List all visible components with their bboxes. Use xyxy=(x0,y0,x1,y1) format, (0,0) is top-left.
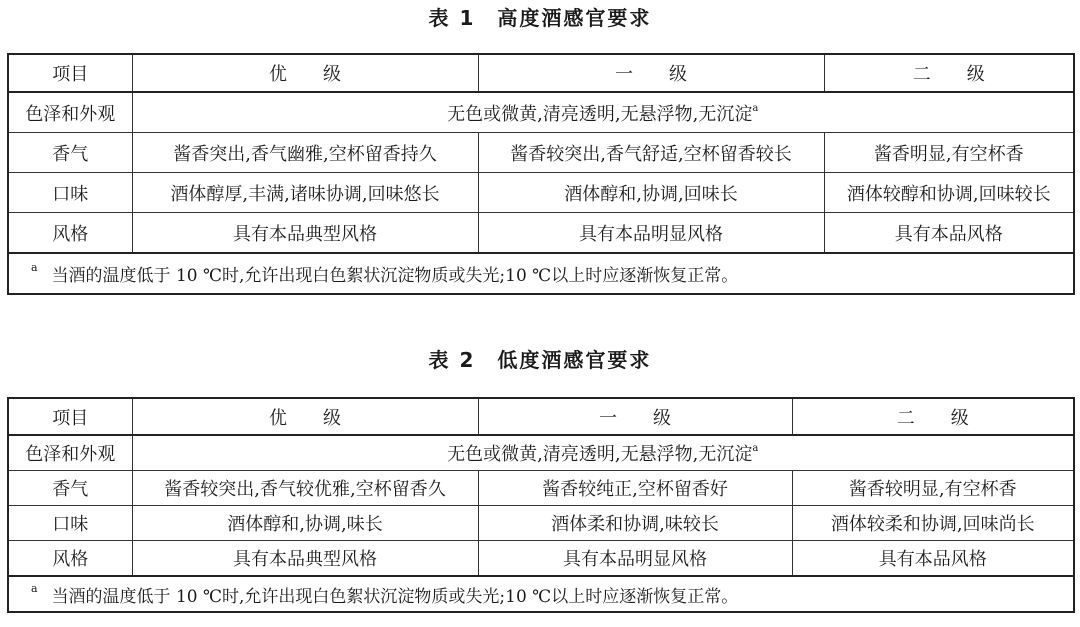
table-footnote-row xyxy=(8,253,1074,294)
value-cell: 酒体醇厚,丰满,诸味协调,回味悠长 xyxy=(132,173,478,213)
value-cell: 具有本品风格 xyxy=(792,541,1074,577)
table-row xyxy=(8,541,1074,577)
merged-cell xyxy=(132,92,1074,133)
value-cell: 具有本品明显风格 xyxy=(478,213,824,254)
merged-text: 无色或微黄,清亮透明,无悬浮物,无沉淀 xyxy=(447,103,753,125)
value-cell: 酱香突出,香气幽雅,空杯留香持久 xyxy=(132,133,478,173)
value-cell: 酒体较柔和协调,回味尚长 xyxy=(792,506,1074,541)
table-row xyxy=(8,213,1074,254)
header-grade-first: 一 级 xyxy=(478,398,792,435)
value-cell: 酒体醇和,协调,回味长 xyxy=(478,173,824,213)
item-cell: 色泽和外观 xyxy=(8,92,132,133)
table-row-header xyxy=(8,54,1074,92)
value-cell: 具有本品典型风格 xyxy=(132,213,478,254)
header-item: 项目 xyxy=(8,398,132,435)
header-item: 项目 xyxy=(8,54,132,92)
item-cell: 口味 xyxy=(8,506,132,541)
table-2-low-proof-sensory xyxy=(7,397,1075,613)
value-cell: 酱香较明显,有空杯香 xyxy=(792,471,1074,506)
table-footnote-row xyxy=(8,576,1074,612)
value-cell: 具有本品风格 xyxy=(824,213,1074,254)
merged-cell xyxy=(132,435,1074,471)
table-row xyxy=(8,173,1074,213)
item-cell: 香气 xyxy=(8,471,132,506)
header-grade-first: 一 级 xyxy=(478,54,824,92)
value-cell: 酒体柔和协调,味较长 xyxy=(478,506,792,541)
merged-text: 无色或微黄,清亮透明,无悬浮物,无沉淀 xyxy=(447,444,753,465)
table-row-header xyxy=(8,398,1074,435)
table-1-high-proof-sensory xyxy=(7,53,1075,295)
footnote-mark: a xyxy=(31,581,38,595)
value-cell: 酒体醇和,协调,味长 xyxy=(132,506,478,541)
value-cell: 酱香较突出,香气舒适,空杯留香较长 xyxy=(478,133,824,173)
value-cell: 酒体较醇和协调,回味较长 xyxy=(824,173,1074,213)
footnote-ref: a xyxy=(752,102,759,114)
table-row xyxy=(8,133,1074,173)
footnote-mark: a xyxy=(31,261,38,274)
table-row xyxy=(8,92,1074,133)
table-row xyxy=(8,471,1074,506)
table-row xyxy=(8,506,1074,541)
table-row xyxy=(8,435,1074,471)
value-cell: 酱香较突出,香气较优雅,空杯留香久 xyxy=(132,471,478,506)
header-grade-superior: 优 级 xyxy=(132,54,478,92)
item-cell: 口味 xyxy=(8,173,132,213)
header-grade-second: 二 级 xyxy=(792,398,1074,435)
header-grade-second: 二 级 xyxy=(824,54,1074,92)
value-cell: 具有本品典型风格 xyxy=(132,541,478,577)
item-cell: 风格 xyxy=(8,541,132,577)
table-2-caption: 表 2 低度酒感官要求 xyxy=(428,348,652,372)
item-cell: 色泽和外观 xyxy=(8,435,132,471)
value-cell: 具有本品明显风格 xyxy=(478,541,792,577)
footnote-cell xyxy=(8,576,1074,612)
item-cell: 香气 xyxy=(8,133,132,173)
footnote-text: 当酒的温度低于 10 ℃时,允许出现白色絮状沉淀物质或失光;10 ℃以上时应逐渐恢复正常。 xyxy=(51,266,739,286)
footnote-ref: a xyxy=(752,443,759,454)
footnote-text: 当酒的温度低于 10 ℃时,允许出现白色絮状沉淀物质或失光;10 ℃以上时应逐渐恢复正常。 xyxy=(51,586,739,607)
table-1-caption: 表 1 高度酒感官要求 xyxy=(428,6,652,30)
footnote-cell xyxy=(8,253,1074,294)
value-cell: 酱香明显,有空杯香 xyxy=(824,133,1074,173)
value-cell: 酱香较纯正,空杯留香好 xyxy=(478,471,792,506)
header-grade-superior: 优 级 xyxy=(132,398,478,435)
item-cell: 风格 xyxy=(8,213,132,254)
